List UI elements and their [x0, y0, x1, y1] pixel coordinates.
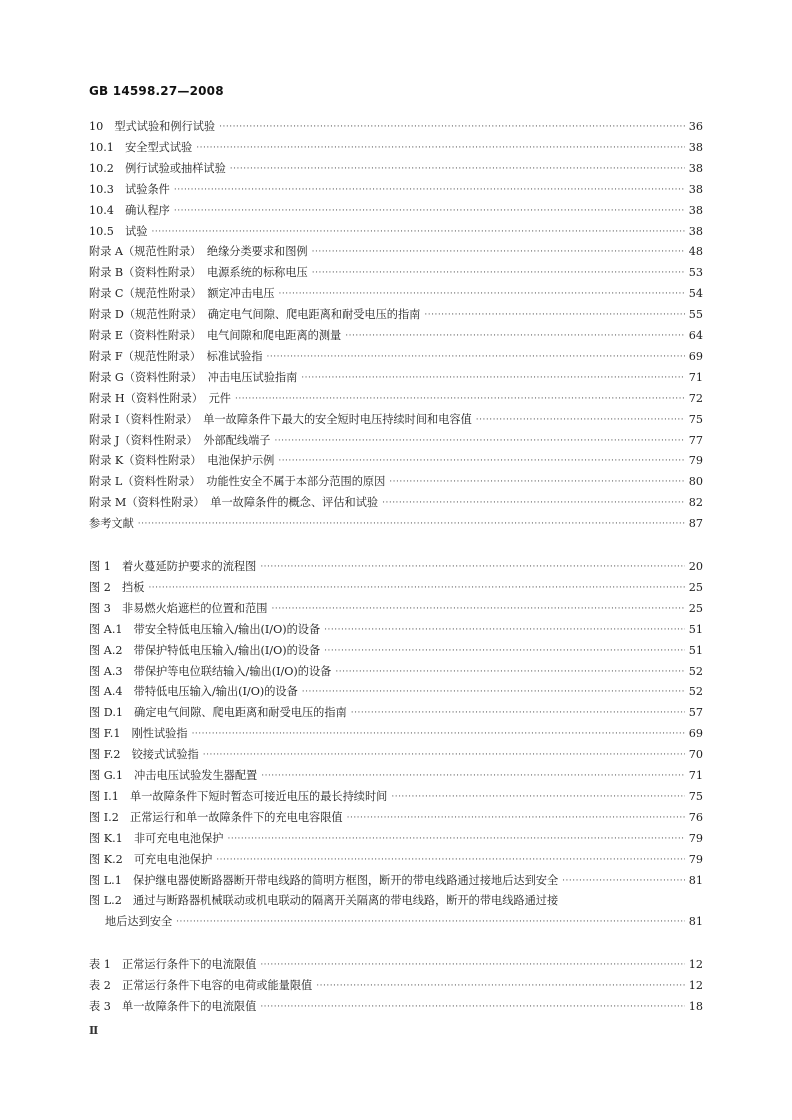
- toc-entry-title: 表 2 正常运行条件下电容的电荷或能量限值: [89, 978, 313, 992]
- toc-entry-title: 表 1 正常运行条件下的电流限值: [89, 958, 257, 971]
- dot-leader: [267, 347, 685, 367]
- toc-entry-page: 18: [688, 999, 703, 1013]
- toc-entry-title: 地后达到安全: [105, 915, 173, 929]
- toc-entry-title: 图 K.1 非可充电电池保护: [89, 831, 224, 845]
- toc-entry-page: 64: [688, 329, 703, 342]
- toc-entry[interactable]: [89, 242, 703, 262]
- dot-leader: [230, 159, 685, 179]
- toc-entry-title: 图 2 挡板: [89, 580, 145, 594]
- toc-entry-title: 图 F.1 刚性试验指: [89, 727, 188, 741]
- toc-entry-page: 72: [688, 391, 703, 405]
- toc-entry[interactable]: [89, 912, 703, 932]
- dot-leader: [176, 912, 685, 932]
- toc-entry-page: 77: [688, 433, 703, 447]
- toc-entry-title: 附录 L（资料性附录） 功能性安全不属于本部分范围的原因: [89, 475, 386, 489]
- toc-entry-title: 图 A.3 带保护等电位联结输入/输出(I/O)的设备: [89, 664, 332, 678]
- toc-entry[interactable]: [89, 347, 703, 367]
- toc-entry-title: 图 I.2 正常运行和单一故障条件下的充电电容限值: [89, 810, 343, 824]
- dot-leader: [148, 578, 684, 598]
- dot-leader: [347, 808, 685, 828]
- toc-entry[interactable]: [89, 389, 703, 409]
- toc-entry-page: 69: [688, 727, 703, 741]
- toc-entry-title: 附录 F（规范性附录） 标准试验指: [89, 349, 263, 363]
- toc-entry[interactable]: [89, 850, 703, 870]
- toc-entry-page: 54: [688, 287, 703, 301]
- toc-entry-page: 38: [688, 224, 703, 238]
- toc-entry-title: 附录 E（资料性附录） 电气间隙和爬电距离的测量: [89, 329, 342, 342]
- toc-entry-title: 10.1 安全型式试验: [89, 140, 193, 154]
- toc-entry-page: 55: [688, 308, 703, 322]
- dot-leader: [335, 662, 684, 682]
- dot-leader: [301, 368, 684, 388]
- toc-entry-page: 38: [688, 140, 703, 154]
- toc-entry-page: 71: [688, 769, 703, 782]
- toc-entry-page: 12: [688, 958, 703, 971]
- dot-leader: [382, 493, 685, 513]
- toc-entry-title: 图 A.1 带安全特低电压输入/输出(I/O)的设备: [89, 622, 321, 636]
- toc-entry[interactable]: [89, 431, 703, 451]
- dot-leader: [391, 787, 684, 807]
- toc-entry-page: 52: [688, 685, 703, 699]
- toc-entry[interactable]: [89, 808, 703, 828]
- toc-entry-title: 图 L.2 通过与断路器机械联动或机电联动的隔离开关隔离的带电线路，断开的带电线路通过接: [89, 894, 559, 908]
- toc-entry-title: 图 3 非易燃火焰遮栏的位置和范围: [89, 601, 268, 615]
- toc-entry-page: 75: [688, 412, 703, 426]
- toc-entry-title: 10 型式试验和例行试验: [89, 120, 216, 133]
- toc-entry-title: 10.4 确认程序: [89, 203, 170, 217]
- toc-entry[interactable]: [89, 284, 703, 304]
- dot-leader: [174, 201, 685, 221]
- toc-entry[interactable]: [89, 159, 703, 179]
- toc-entry-title: 附录 G（资料性附录） 冲击电压试验指南: [89, 370, 298, 384]
- toc-entry-page: 87: [688, 517, 703, 531]
- toc-entry[interactable]: [89, 180, 703, 200]
- toc-entry[interactable]: [89, 599, 703, 619]
- dot-leader: [389, 472, 684, 492]
- dot-leader: [272, 599, 685, 619]
- toc-entry-page: 25: [688, 580, 703, 594]
- dot-leader: [216, 850, 684, 870]
- toc-entry-page: 36: [688, 120, 703, 133]
- toc-entry-page: 25: [688, 601, 703, 615]
- toc-entry-page: 70: [688, 748, 703, 762]
- toc-entry-page: 82: [688, 496, 703, 510]
- dot-leader: [196, 138, 685, 158]
- dot-leader: [260, 557, 684, 577]
- dot-leader: [562, 871, 685, 891]
- toc-entry-title: 附录 M（资料性附录） 单一故障条件的概念、评估和试验: [89, 496, 379, 510]
- toc-entry-page: 52: [688, 664, 703, 678]
- toc-entry-title: 图 L.1 保护继电器使断路器断开带电线路的简明方框图，断开的带电线路通过接地后达到安全: [89, 873, 559, 887]
- dot-leader: [260, 997, 684, 1017]
- toc-entry-page: 38: [688, 182, 703, 196]
- toc-entry-page: 51: [688, 643, 703, 657]
- dot-leader: [302, 682, 685, 702]
- dot-leader: [476, 410, 685, 430]
- toc-entry-page: 20: [688, 560, 703, 573]
- dot-leader: [174, 180, 685, 200]
- toc-entry-title: 附录 B（资料性附录） 电源系统的标称电压: [89, 266, 308, 280]
- toc-entry[interactable]: [89, 871, 703, 891]
- toc-entry[interactable]: [89, 662, 703, 682]
- toc-entry-page: 75: [688, 789, 703, 803]
- toc-entry-page: 57: [688, 706, 703, 720]
- toc-entry[interactable]: [89, 787, 703, 807]
- dot-leader: [192, 724, 685, 744]
- toc-entry-page: 79: [688, 454, 703, 468]
- toc-entry-title: 图 I.1 单一故障条件下短时暂态可接近电压的最长持续时间: [89, 789, 388, 803]
- page-number: Ⅱ: [89, 1024, 99, 1037]
- toc-entry-title: 附录 D（规范性附录） 确定电气间隙、爬电距离和耐受电压的指南: [89, 308, 421, 322]
- dot-leader: [312, 263, 685, 283]
- toc-entry[interactable]: [89, 493, 703, 513]
- dot-leader: [316, 976, 685, 996]
- dot-leader: [279, 284, 685, 304]
- toc-entry-title: 图 1 着火蔓延防护要求的流程图: [89, 560, 257, 573]
- toc-entry-title: 10.2 例行试验或抽样试验: [89, 161, 226, 175]
- toc-entry-page: 76: [688, 810, 703, 824]
- toc-entry[interactable]: [89, 557, 703, 577]
- toc-entry[interactable]: [89, 891, 703, 911]
- dot-leader: [351, 703, 685, 723]
- toc-entry-page: 81: [688, 873, 703, 887]
- toc-entry-title: 图 D.1 确定电气间隙、爬电距离和耐受电压的指南: [89, 706, 347, 720]
- dot-leader: [227, 829, 684, 849]
- toc-entry[interactable]: [89, 472, 703, 492]
- toc-entry-page: 12: [688, 978, 703, 992]
- toc-entry-page: 48: [688, 245, 703, 259]
- toc-entry[interactable]: [89, 766, 703, 786]
- toc-entry-page: 79: [688, 831, 703, 845]
- toc-entry[interactable]: [89, 451, 703, 471]
- toc-entry[interactable]: [89, 997, 703, 1017]
- toc-entry-title: 附录 H（资料性附录） 元件: [89, 391, 231, 405]
- toc-entry[interactable]: [89, 724, 703, 744]
- toc-entry-title: 图 G.1 冲击电压试验发生器配置: [89, 769, 258, 782]
- toc-entry-title: 参考文献: [89, 517, 134, 531]
- toc-entry-title: 附录 C（规范性附录） 额定冲击电压: [89, 287, 275, 301]
- toc-entry[interactable]: [89, 829, 703, 849]
- toc-entry[interactable]: [89, 138, 703, 158]
- dot-leader: [219, 117, 685, 137]
- toc-entry-page: 51: [688, 622, 703, 636]
- toc-entry-title: 附录 K（资料性附录） 电池保护示例: [89, 454, 275, 468]
- dot-leader: [261, 766, 685, 786]
- dot-leader: [138, 514, 685, 534]
- toc-entry-title: 表 3 单一故障条件下的电流限值: [89, 999, 257, 1013]
- toc-entry-title: 附录 I（资料性附录） 单一故障条件下最大的安全短时电压持续时间和电容值: [89, 412, 472, 426]
- dot-leader: [424, 305, 684, 325]
- toc-entry[interactable]: [89, 305, 703, 325]
- toc-entry[interactable]: [89, 263, 703, 283]
- dot-leader: [324, 641, 685, 661]
- dot-leader: [260, 955, 684, 975]
- toc-entry[interactable]: [89, 326, 703, 346]
- toc-entry-title: 附录 J（资料性附录） 外部配线端子: [89, 433, 271, 447]
- toc-entry[interactable]: [89, 641, 703, 661]
- dot-leader: [345, 326, 685, 346]
- toc-entry-page: 71: [688, 370, 703, 384]
- toc-entry-title: 10.3 试验条件: [89, 182, 170, 196]
- toc-entry-page: 69: [688, 349, 703, 363]
- toc-entry[interactable]: [89, 955, 703, 975]
- toc-entry-page: 81: [688, 915, 703, 929]
- toc-entry[interactable]: [89, 514, 703, 534]
- toc-entry-title: 图 F.2 铰接式试验指: [89, 748, 199, 762]
- toc-entry-page: 80: [688, 475, 703, 489]
- toc-entry-page: 79: [688, 852, 703, 866]
- toc-entry-title: 图 K.2 可充电电池保护: [89, 852, 213, 866]
- toc-entry[interactable]: [89, 201, 703, 221]
- toc-entry[interactable]: [89, 745, 703, 765]
- toc-entry[interactable]: [89, 578, 703, 598]
- dot-leader: [151, 222, 684, 242]
- dot-leader: [203, 745, 685, 765]
- toc-entry-page: 53: [688, 266, 703, 280]
- toc-entry[interactable]: [89, 222, 703, 242]
- toc-entry-page: 38: [688, 203, 703, 217]
- toc-entry-title: 附录 A（规范性附录） 绝缘分类要求和图例: [89, 245, 308, 259]
- dot-leader: [274, 431, 684, 451]
- dot-leader: [324, 620, 685, 640]
- dot-leader: [312, 242, 685, 262]
- toc-entry[interactable]: [89, 703, 703, 723]
- toc-entry[interactable]: [89, 620, 703, 640]
- document-header: GB 14598.27—2008: [89, 84, 224, 98]
- toc-entry[interactable]: [89, 682, 703, 702]
- toc-entry-title: 图 A.2 带保护特低电压输入/输出(I/O)的设备: [89, 643, 321, 657]
- toc-entry[interactable]: [89, 976, 703, 996]
- toc-entry[interactable]: [89, 410, 703, 430]
- toc-entry-title: 10.5 试验: [89, 224, 148, 238]
- toc-entry-page: 38: [688, 161, 703, 175]
- dot-leader: [278, 451, 684, 471]
- dot-leader: [235, 389, 685, 409]
- toc-entry[interactable]: [89, 368, 703, 388]
- toc-entry-title: 图 A.4 带特低电压输入/输出(I/O)的设备: [89, 685, 298, 699]
- toc-entry[interactable]: [89, 117, 703, 137]
